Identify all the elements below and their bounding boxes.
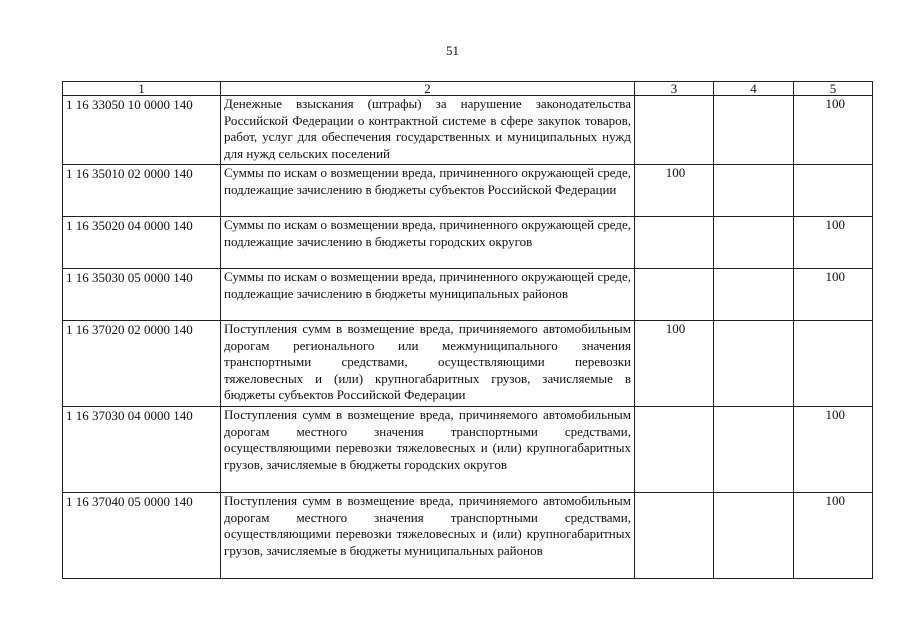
table-row [63, 407, 873, 493]
row-description: Поступления сумм в возмещение вреда, причиняемого автомобильным дорогам местного значения транспортными средствами, осуществляющими перевозки тяжеловесных и (или) крупногабаритных грузов, зачисляемые в бюджеты городских округов [221, 407, 635, 493]
row-col4 [714, 165, 794, 217]
row-col4 [714, 407, 794, 493]
table-row [63, 321, 873, 407]
header-row [63, 82, 873, 96]
row-col3 [635, 96, 714, 165]
row-col3 [635, 407, 714, 493]
row-col5: 100 [794, 269, 873, 321]
row-description: Поступления сумм в возмещение вреда, причиняемого автомобильным дорогам местного значения транспортными средствами, осуществляющими перевозки тяжеловесных и (или) крупногабаритных грузов, зачисляемые в бюджеты муниципальных районов [221, 493, 635, 579]
row-description: Суммы по искам о возмещении вреда, причиненного окружающей среде, подлежащие зачислению в бюджеты городских округов [221, 217, 635, 269]
row-col5: 100 [794, 96, 873, 165]
table-row [63, 269, 873, 321]
page-number: 51 [446, 43, 459, 58]
row-col4 [714, 321, 794, 407]
row-code: 1 16 37040 05 0000 140 [63, 493, 221, 579]
row-col5 [794, 165, 873, 217]
table-row [63, 96, 873, 165]
row-col5 [794, 321, 873, 407]
row-code: 1 16 37030 04 0000 140 [63, 407, 221, 493]
row-col4 [714, 217, 794, 269]
row-code: 1 16 35030 05 0000 140 [63, 269, 221, 321]
row-code: 1 16 35020 04 0000 140 [63, 217, 221, 269]
row-code: 1 16 33050 10 0000 140 [63, 96, 221, 165]
header-col-3: 3 [635, 82, 714, 96]
row-col3: 100 [635, 321, 714, 407]
row-code: 1 16 35010 02 0000 140 [63, 165, 221, 217]
row-col3 [635, 217, 714, 269]
row-col3 [635, 493, 714, 579]
row-col3 [635, 269, 714, 321]
row-col5: 100 [794, 493, 873, 579]
table-row [63, 217, 873, 269]
row-code: 1 16 37020 02 0000 140 [63, 321, 221, 407]
table-row [63, 165, 873, 217]
table-row [63, 493, 873, 579]
row-col4 [714, 96, 794, 165]
row-col5: 100 [794, 217, 873, 269]
row-col5: 100 [794, 407, 873, 493]
row-col4 [714, 493, 794, 579]
row-col4 [714, 269, 794, 321]
row-description: Поступления сумм в возмещение вреда, причиняемого автомобильным дорогам регионального или межмуниципального значения транспортными средствами, осуществляющими перевозки тяжеловесных и (или) крупногабаритных грузов, зачисляемые в бюджеты субъектов Российской Федерации [221, 321, 635, 407]
row-description: Денежные взыскания (штрафы) за нарушение законодательства Российской Федерации о контрактной системе в сфере закупок товаров, работ, услуг для обеспечения государственных и муниципальных нужд для нужд сельских поселений [221, 96, 635, 165]
row-col3: 100 [635, 165, 714, 217]
header-col-2: 2 [221, 82, 635, 96]
header-col-4: 4 [714, 82, 794, 96]
header-col-1: 1 [63, 82, 221, 96]
header-col-5: 5 [794, 82, 873, 96]
row-description: Суммы по искам о возмещении вреда, причиненного окружающей среде, подлежащие зачислению в бюджеты субъектов Российской Федерации [221, 165, 635, 217]
row-description: Суммы по искам о возмещении вреда, причиненного окружающей среде, подлежащие зачислению в бюджеты муниципальных районов [221, 269, 635, 321]
budget-table [62, 81, 873, 579]
